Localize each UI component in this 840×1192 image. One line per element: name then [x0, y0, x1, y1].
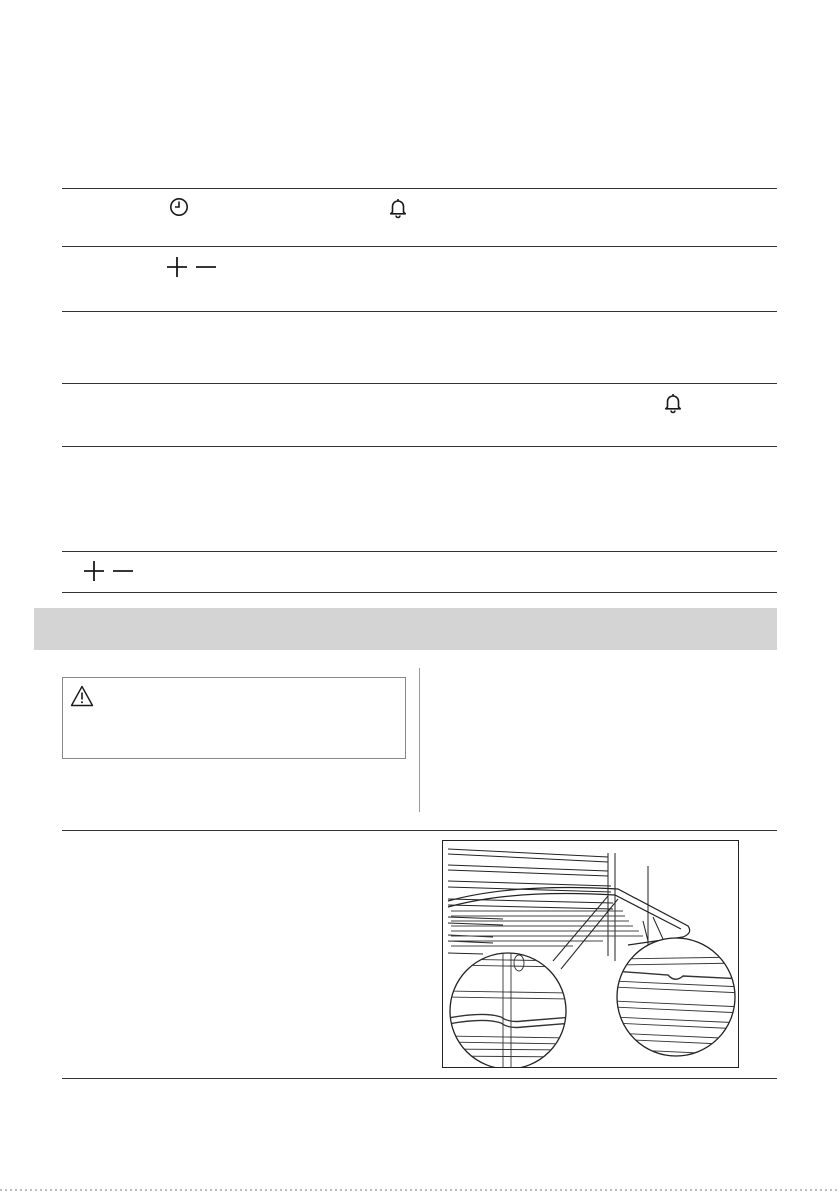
table-rule — [62, 246, 777, 247]
table-rule-top — [62, 188, 777, 189]
table-rule — [62, 446, 777, 447]
bell-icon — [664, 392, 682, 414]
section-heading-banner — [34, 608, 777, 650]
plus-icon — [166, 256, 188, 278]
table-rule — [62, 383, 777, 384]
column-divider — [419, 668, 420, 812]
clock-icon — [169, 197, 189, 217]
minus-icon — [195, 256, 217, 278]
section-rule — [62, 830, 777, 831]
shelf-illustration — [442, 840, 739, 1068]
plus-icon — [83, 560, 105, 582]
section-rule-bottom — [62, 1078, 777, 1079]
page-edge — [0, 1189, 840, 1191]
minus-icon — [112, 560, 134, 582]
table-rule — [62, 311, 777, 312]
warning-box — [62, 677, 406, 759]
table-rule-bottom — [62, 592, 777, 593]
oven-shelf-drawing — [443, 841, 739, 1068]
warning-triangle-icon — [70, 685, 94, 707]
table-rule — [62, 551, 777, 552]
bell-icon — [389, 197, 407, 219]
